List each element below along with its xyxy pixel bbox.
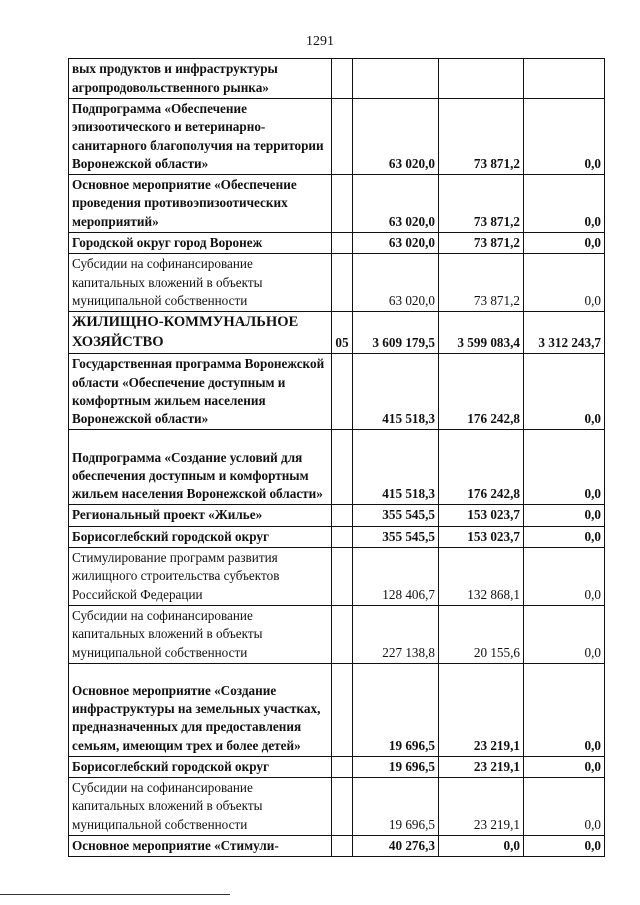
row-name-cell: ЖИЛИЩНО-КОММУНАЛЬНОЕ ХОЗЯЙСТВО: [69, 312, 332, 354]
row-name-cell: Основное мероприятие «Обеспечение проведения противоэпизоотических мероприятий»: [69, 175, 332, 233]
row-code-cell: [332, 778, 353, 836]
row-value-2023-cell: 3 599 083,4: [439, 312, 524, 354]
table-row: [69, 505, 605, 526]
row-value-2022-cell: 63 020,0: [353, 233, 439, 254]
row-name-cell: Борисоглебский городской округ: [69, 756, 332, 777]
row-name-cell: вых продуктов и инфраструктуры агропродовольственного рынка»: [69, 59, 332, 99]
row-value-2024-cell: 0,0: [524, 548, 605, 606]
row-value-2022-cell: 63 020,0: [353, 99, 439, 175]
table-row: [69, 312, 605, 354]
row-value-2023-cell: 20 155,6: [439, 605, 524, 663]
row-value-2022-cell: 355 545,5: [353, 505, 439, 526]
row-name-cell: Стимулирование программ развития жилищного строительства субъектов Российской Федерации: [69, 548, 332, 606]
row-name-cell: Субсидии на софинансирование капитальных вложений в объекты муниципальной собственности: [69, 254, 332, 312]
row-name-cell: Основное мероприятие «Создание инфраструктуры на земельных участках, предназначенных для предоставления семьям, имеющим трех и более детей»: [69, 663, 332, 756]
row-value-2024-cell: 0,0: [524, 605, 605, 663]
row-value-2024-cell: 0,0: [524, 430, 605, 505]
row-value-2024-cell: 0,0: [524, 505, 605, 526]
table-row: [69, 756, 605, 777]
row-value-2022-cell: 227 138,8: [353, 605, 439, 663]
row-code-cell: [332, 254, 353, 312]
row-name-cell: Субсидии на софинансирование капитальных вложений в объекты муниципальной собственности: [69, 778, 332, 836]
table-row: [69, 59, 605, 99]
row-code-cell: [332, 548, 353, 606]
row-code-cell: [332, 354, 353, 430]
row-value-2023-cell: 23 219,1: [439, 778, 524, 836]
page-number: 1291: [306, 34, 334, 49]
row-value-2022-cell: [353, 59, 439, 99]
row-value-2022-cell: 415 518,3: [353, 354, 439, 430]
row-value-2023-cell: 73 871,2: [439, 99, 524, 175]
row-value-2022-cell: 415 518,3: [353, 430, 439, 505]
row-value-2024-cell: 0,0: [524, 663, 605, 756]
row-value-2022-cell: 19 696,5: [353, 778, 439, 836]
row-value-2023-cell: 153 023,7: [439, 526, 524, 547]
budget-table-body: [69, 59, 605, 857]
row-value-2024-cell: 0,0: [524, 526, 605, 547]
row-value-2023-cell: 153 023,7: [439, 505, 524, 526]
table-row: [69, 778, 605, 836]
row-code-cell: [332, 605, 353, 663]
row-value-2024-cell: 0,0: [524, 354, 605, 430]
row-value-2024-cell: [524, 59, 605, 99]
row-value-2023-cell: 73 871,2: [439, 175, 524, 233]
row-value-2024-cell: 0,0: [524, 233, 605, 254]
row-value-2023-cell: 0,0: [439, 836, 524, 857]
row-code-cell: [332, 59, 353, 99]
table-row: [69, 254, 605, 312]
row-value-2022-cell: 355 545,5: [353, 526, 439, 547]
row-value-2024-cell: 0,0: [524, 254, 605, 312]
row-code-cell: [332, 663, 353, 756]
row-name-cell: Городской округ город Воронеж: [69, 233, 332, 254]
row-value-2023-cell: [439, 59, 524, 99]
row-name-cell: Государственная программа Воронежской области «Обеспечение доступным и комфортным жильем населения Воронежской области»: [69, 354, 332, 430]
row-value-2024-cell: 0,0: [524, 778, 605, 836]
row-value-2023-cell: 73 871,2: [439, 233, 524, 254]
table-row: [69, 836, 605, 857]
row-value-2022-cell: 3 609 179,5: [353, 312, 439, 354]
row-code-cell: [332, 430, 353, 505]
row-value-2022-cell: 63 020,0: [353, 175, 439, 233]
budget-table: [68, 58, 605, 857]
row-value-2022-cell: 63 020,0: [353, 254, 439, 312]
row-code-cell: 05: [332, 312, 353, 354]
row-value-2022-cell: 128 406,7: [353, 548, 439, 606]
row-value-2022-cell: 19 696,5: [353, 663, 439, 756]
row-value-2023-cell: 176 242,8: [439, 354, 524, 430]
row-value-2023-cell: 132 868,1: [439, 548, 524, 606]
row-value-2024-cell: 0,0: [524, 99, 605, 175]
row-code-cell: [332, 526, 353, 547]
row-code-cell: [332, 505, 353, 526]
row-value-2023-cell: 176 242,8: [439, 430, 524, 505]
row-code-cell: [332, 175, 353, 233]
row-value-2024-cell: 3 312 243,7: [524, 312, 605, 354]
table-row: [69, 175, 605, 233]
row-name-cell: Субсидии на софинансирование капитальных вложений в объекты муниципальной собственности: [69, 605, 332, 663]
row-name-cell: Региональный проект «Жилье»: [69, 505, 332, 526]
row-value-2023-cell: 23 219,1: [439, 756, 524, 777]
table-row: [69, 99, 605, 175]
row-code-cell: [332, 99, 353, 175]
table-row: [69, 430, 605, 505]
row-name-cell: Подпрограмма «Создание условий для обеспечения доступным и комфортным жильем населения Воронежской области»: [69, 430, 332, 505]
table-row: [69, 526, 605, 547]
table-row: [69, 663, 605, 756]
table-row: [69, 354, 605, 430]
row-value-2023-cell: 23 219,1: [439, 663, 524, 756]
row-name-cell: Подпрограмма «Обеспечение эпизоотического и ветеринарно-санитарного благополучия на территории Воронежской области»: [69, 99, 332, 175]
row-code-cell: [332, 756, 353, 777]
row-name-cell: Основное мероприятие «Стимули-: [69, 836, 332, 857]
row-value-2022-cell: 19 696,5: [353, 756, 439, 777]
row-code-cell: [332, 836, 353, 857]
row-value-2024-cell: 0,0: [524, 756, 605, 777]
row-name-cell: Борисоглебский городской округ: [69, 526, 332, 547]
row-code-cell: [332, 233, 353, 254]
row-value-2022-cell: 40 276,3: [353, 836, 439, 857]
row-value-2024-cell: 0,0: [524, 836, 605, 857]
row-value-2023-cell: 73 871,2: [439, 254, 524, 312]
table-row: [69, 548, 605, 606]
footnote-separator: [0, 894, 230, 895]
row-value-2024-cell: 0,0: [524, 175, 605, 233]
table-row: [69, 605, 605, 663]
table-row: [69, 233, 605, 254]
